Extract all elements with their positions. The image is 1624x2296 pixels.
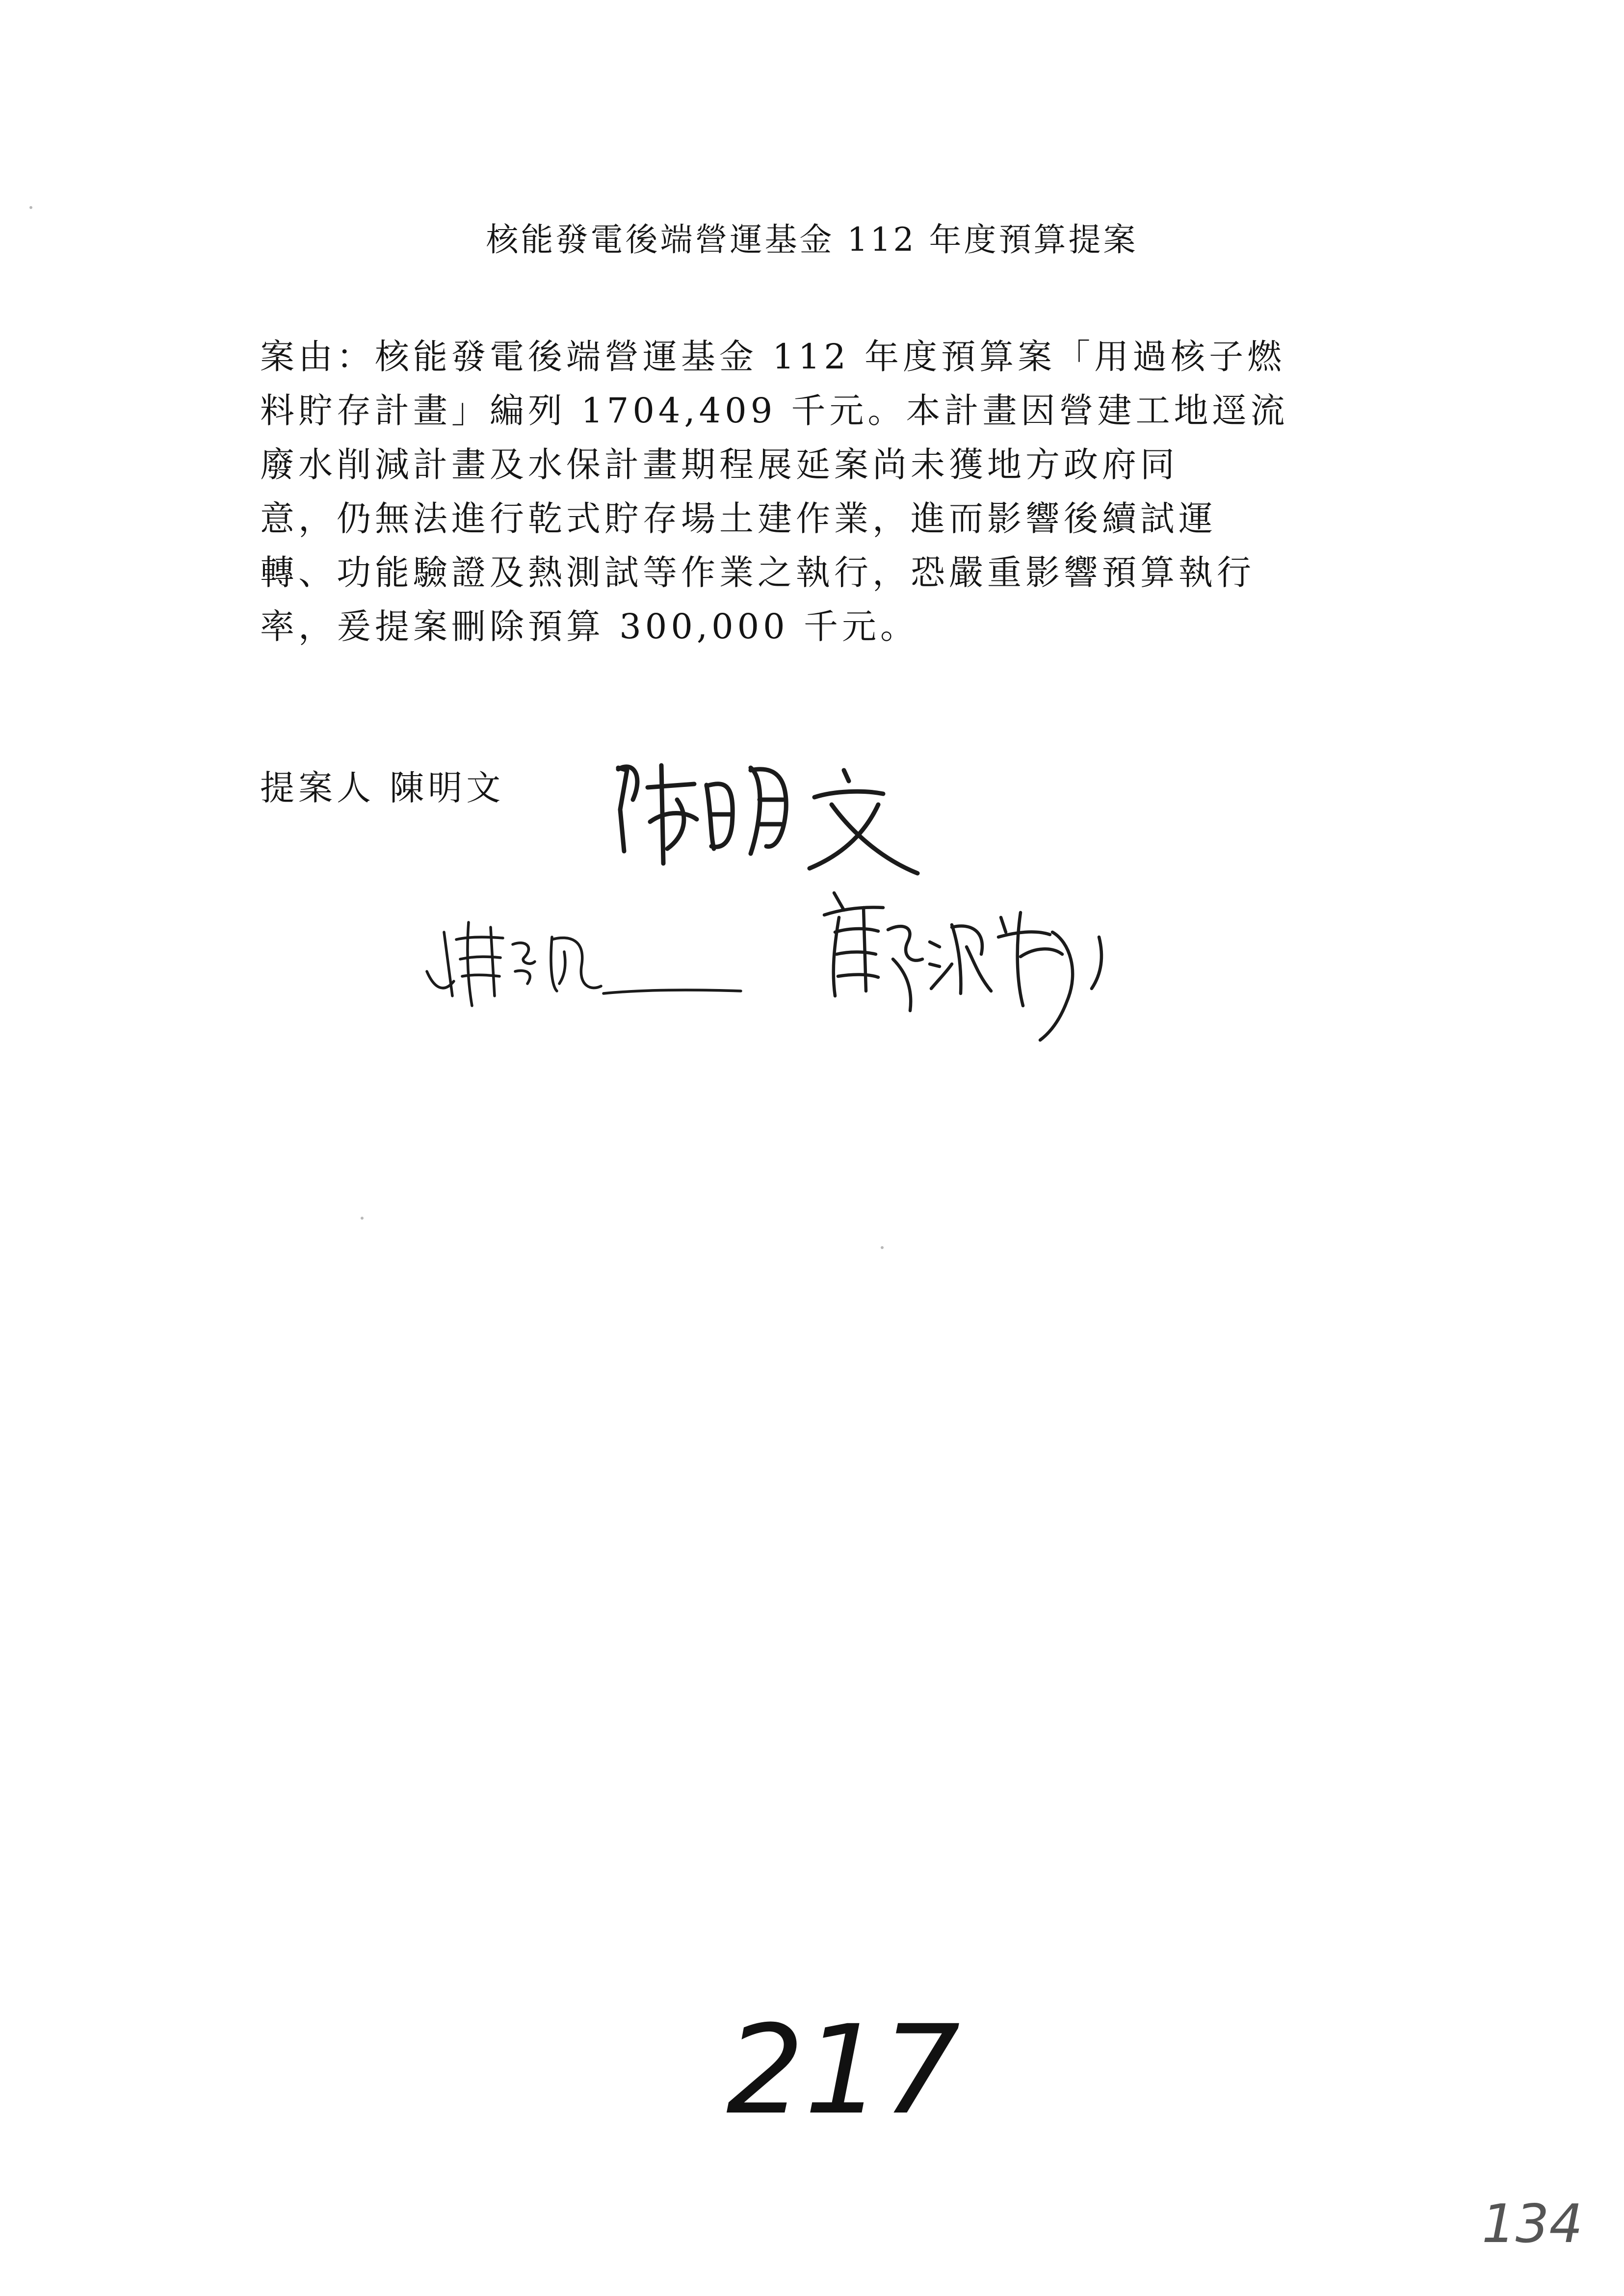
signature-cosigner-left [417, 893, 751, 1020]
scan-speck [361, 1217, 364, 1220]
motion-line: 料貯存計畫」編列 1704,409 千元。本計畫因營建工地逕流 [260, 391, 1289, 431]
signature-cosigner-right [805, 873, 1138, 1050]
document-title: 核能發電後端營運基金 112 年度預算提案 [486, 221, 1138, 259]
motion-line: 率，爰提案刪除預算 300,000 千元。 [260, 606, 918, 647]
motion-line: 轉、功能驗證及熱測試等作業之執行，恐嚴重影響預算執行 [260, 552, 1255, 593]
proposer-line [260, 760, 504, 810]
motion-body [260, 330, 1398, 653]
sheet-number-handwritten: 134 [1482, 2193, 1583, 2255]
motion-line: 案由：核能發電後端營運基金 112 年度預算案「用過核子燃 [260, 337, 1286, 377]
motion-line: 意，仍無法進行乾式貯存場土建作業，進而影響後續試運 [260, 498, 1217, 539]
signature-primary [603, 751, 947, 878]
scan-speck [881, 1246, 884, 1249]
page-number-handwritten: 217 [726, 1999, 961, 2141]
proposer-label: 提案人 [260, 768, 375, 808]
motion-line: 廢水削減計畫及水保計畫期程展延案尚未獲地方政府同 [260, 444, 1179, 485]
proposer-name: 陳明文 [390, 768, 505, 808]
scan-speck [29, 206, 32, 209]
